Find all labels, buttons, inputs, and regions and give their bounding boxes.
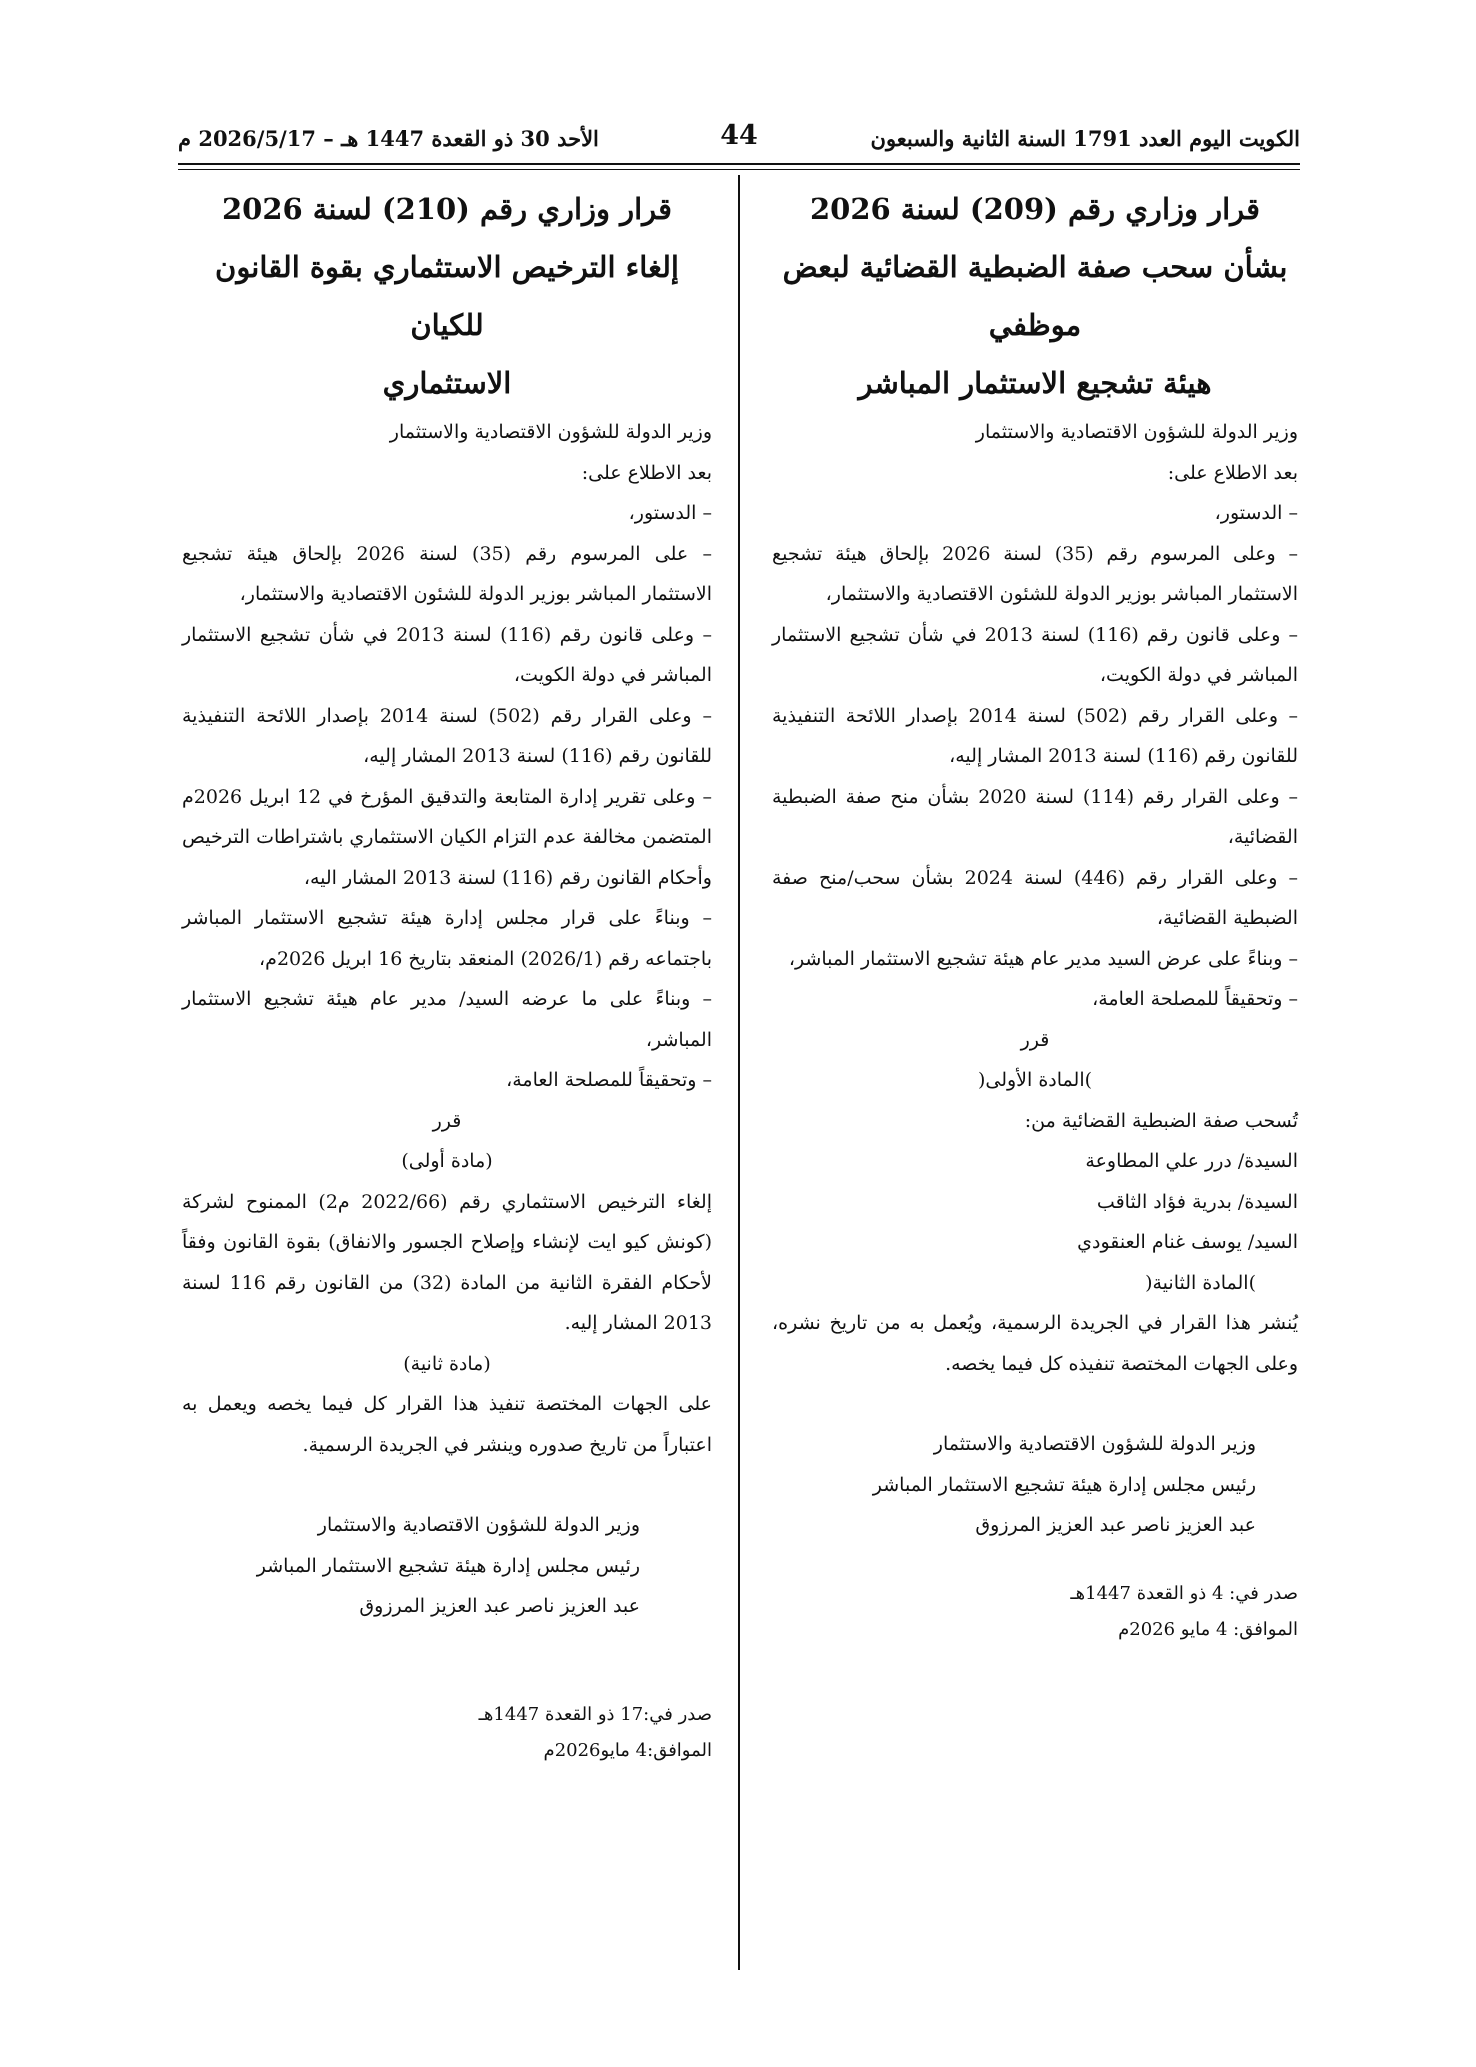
header-rule-thick	[178, 163, 1300, 165]
corresponding-date: الموافق: 4 مايو 2026م	[1118, 1618, 1298, 1640]
signature-line: رئيس مجلس إدارة هيئة تشجيع الاستثمار المباشر	[256, 1554, 640, 1577]
preamble-item: – وبناءً على عرض السيد مدير عام هيئة تشجيع الاستثمار المباشر،	[788, 947, 1298, 970]
signature-block	[182, 1505, 712, 1627]
header-date: الأحد 30 ذو القعدة 1447 هـ – 2026/5/17 م	[178, 126, 599, 151]
title-line: قرار وزاري رقم (210) لسنة 2026	[221, 192, 673, 226]
signature-line: رئيس مجلس إدارة هيئة تشجيع الاستثمار المباشر	[872, 1473, 1256, 1496]
preamble-item: – الدستور،	[628, 502, 712, 524]
preamble-item: – وعلى القرار رقم (502) لسنة 2014 بإصدار اللائحة التنفيذية للقانون رقم (116) لسنة 2013 المشار إليه،	[772, 704, 1298, 767]
decided-heading: قرر	[432, 1109, 462, 1132]
preamble-item: – على المرسوم رقم (35) لسنة 2026 بإلحاق هيئة تشجيع الاستثمار المباشر بوزير الدولة للشئون الاقتصادية والاستثمار،	[182, 542, 712, 605]
decision-209-column	[772, 180, 1298, 1648]
preamble-intro: بعد الاطلاع على:	[1167, 461, 1298, 484]
signature-line: وزير الدولة للشؤون الاقتصادية والاستثمار	[933, 1433, 1256, 1455]
header-issue-info: الكويت اليوم العدد 1791 السنة الثانية والسبعون	[870, 126, 1300, 151]
article-1-intro: تُسحب صفة الضبطية القضائية من:	[1024, 1109, 1298, 1132]
issuer-line: وزير الدولة للشؤون الاقتصادية والاستثمار	[389, 421, 712, 443]
title-line: الاستثماري	[382, 366, 512, 400]
title-line: قرار وزاري رقم (209) لسنة 2026	[809, 192, 1261, 226]
corresponding-date: الموافق:4 مايو2026م	[543, 1739, 712, 1761]
issued-date: صدر في:17 ذو القعدة 1447هـ	[478, 1703, 712, 1725]
header-rule-thin	[178, 169, 1300, 170]
name-item: السيدة/ بدرية فؤاد الثاقب	[1096, 1190, 1298, 1213]
preamble-item: – وعلى القرار رقم (502) لسنة 2014 بإصدار اللائحة التنفيذية للقانون رقم (116) لسنة 2013 المشار إليه،	[182, 704, 712, 767]
article-2-text: يُنشر هذا القرار في الجريدة الرسمية، ويُعمل به من تاريخ نشره، وعلى الجهات المختصة تنفيذه كل فيما يخصه.	[772, 1312, 1298, 1375]
issued-date: صدر في: 4 ذو القعدة 1447هـ	[1070, 1582, 1298, 1604]
title-line: هيئة تشجيع الاستثمار المباشر	[858, 366, 1212, 400]
preamble-item: – وبناءً على ما عرضه السيد/ مدير عام هيئة تشجيع الاستثمار المباشر،	[182, 988, 712, 1051]
signature-line: عبد العزيز ناصر عبد العزيز المرزوق	[975, 1514, 1256, 1536]
title-line: بشأن سحب صفة الضبطية القضائية لبعض موظفي	[782, 250, 1288, 342]
title-line: إلغاء الترخيص الاستثماري بقوة القانون للكيان	[215, 250, 679, 342]
article-2-heading: )المادة الثانية(	[1145, 1271, 1256, 1294]
signature-block	[772, 1424, 1298, 1546]
signature-line: عبد العزيز ناصر عبد العزيز المرزوق	[359, 1595, 640, 1617]
preamble-item: – وعلى قانون رقم (116) لسنة 2013 في شأن تشجيع الاستثمار المباشر في دولة الكويت،	[182, 623, 713, 686]
preamble-intro: بعد الاطلاع على:	[581, 461, 712, 484]
article-2-heading: (مادة ثانية)	[403, 1352, 491, 1375]
decided-heading: قرر	[1020, 1028, 1050, 1051]
decision-210-column	[182, 180, 712, 1769]
signature-line: وزير الدولة للشؤون الاقتصادية والاستثمار	[317, 1514, 640, 1536]
preamble-item: – وعلى القرار رقم (114) لسنة 2020 بشأن منح صفة الضبطية القضائية،	[772, 785, 1299, 848]
article-1-text: إلغاء الترخيص الاستثماري رقم (2022/66 م2) الممنوح لشركة (كونش كيو ايت لإنشاء وإصلاح الجسور والانفاق) بقوة القانون وفقاً لأحكام الفقرة الثانية من المادة (32) من القانون رقم 116 لسنة 2013 المشار إليه.	[182, 1190, 713, 1334]
page-header	[178, 118, 1300, 158]
page-number: 44	[720, 120, 758, 151]
column-divider	[738, 175, 740, 1970]
issuer-line: وزير الدولة للشؤون الاقتصادية والاستثمار	[975, 421, 1298, 443]
article-1-heading: (مادة أولى)	[401, 1150, 493, 1172]
article-1-heading: )المادة الأولى(	[977, 1069, 1093, 1091]
preamble-item: – وعلى قانون رقم (116) لسنة 2013 في شأن تشجيع الاستثمار المباشر في دولة الكويت،	[772, 623, 1298, 686]
decision-209-title	[772, 180, 1298, 412]
preamble-item: – وبناءً على قرار مجلس إدارة هيئة تشجيع الاستثمار المباشر باجتماعه رقم (2026/1) المنعقد بتاريخ 16 ابريل 2026م،	[182, 907, 712, 970]
preamble-item: – وعلى تقرير إدارة المتابعة والتدقيق المؤرخ في 12 ابريل 2026م المتضمن مخالفة عدم التزام الكيان الاستثماري باشتراطات الترخيص وأحكام القانون رقم (116) لسنة 2013 المشار اليه،	[182, 785, 713, 889]
name-item: السيد/ يوسف غنام العنقودي	[1077, 1231, 1298, 1253]
article-2-text: على الجهات المختصة تنفيذ هذا القرار كل فيما يخصه ويعمل به اعتباراً من تاريخ صدوره وينشر في الجريدة الرسمية.	[182, 1393, 712, 1456]
name-item: السيدة/ درر علي المطاوعة	[1085, 1150, 1298, 1172]
preamble-item: – وتحقيقاً للمصلحة العامة،	[506, 1069, 712, 1091]
preamble-item: – وعلى المرسوم رقم (35) لسنة 2026 بإلحاق هيئة تشجيع الاستثمار المباشر بوزير الدولة للشئون الاقتصادية والاستثمار،	[772, 542, 1298, 605]
decision-210-title	[182, 180, 712, 412]
preamble-item: – وتحقيقاً للمصلحة العامة،	[1092, 988, 1298, 1010]
preamble-item: – الدستور،	[1214, 502, 1298, 524]
preamble-item: – وعلى القرار رقم (446) لسنة 2024 بشأن سحب/منح صفة الضبطية القضائية،	[772, 866, 1298, 929]
